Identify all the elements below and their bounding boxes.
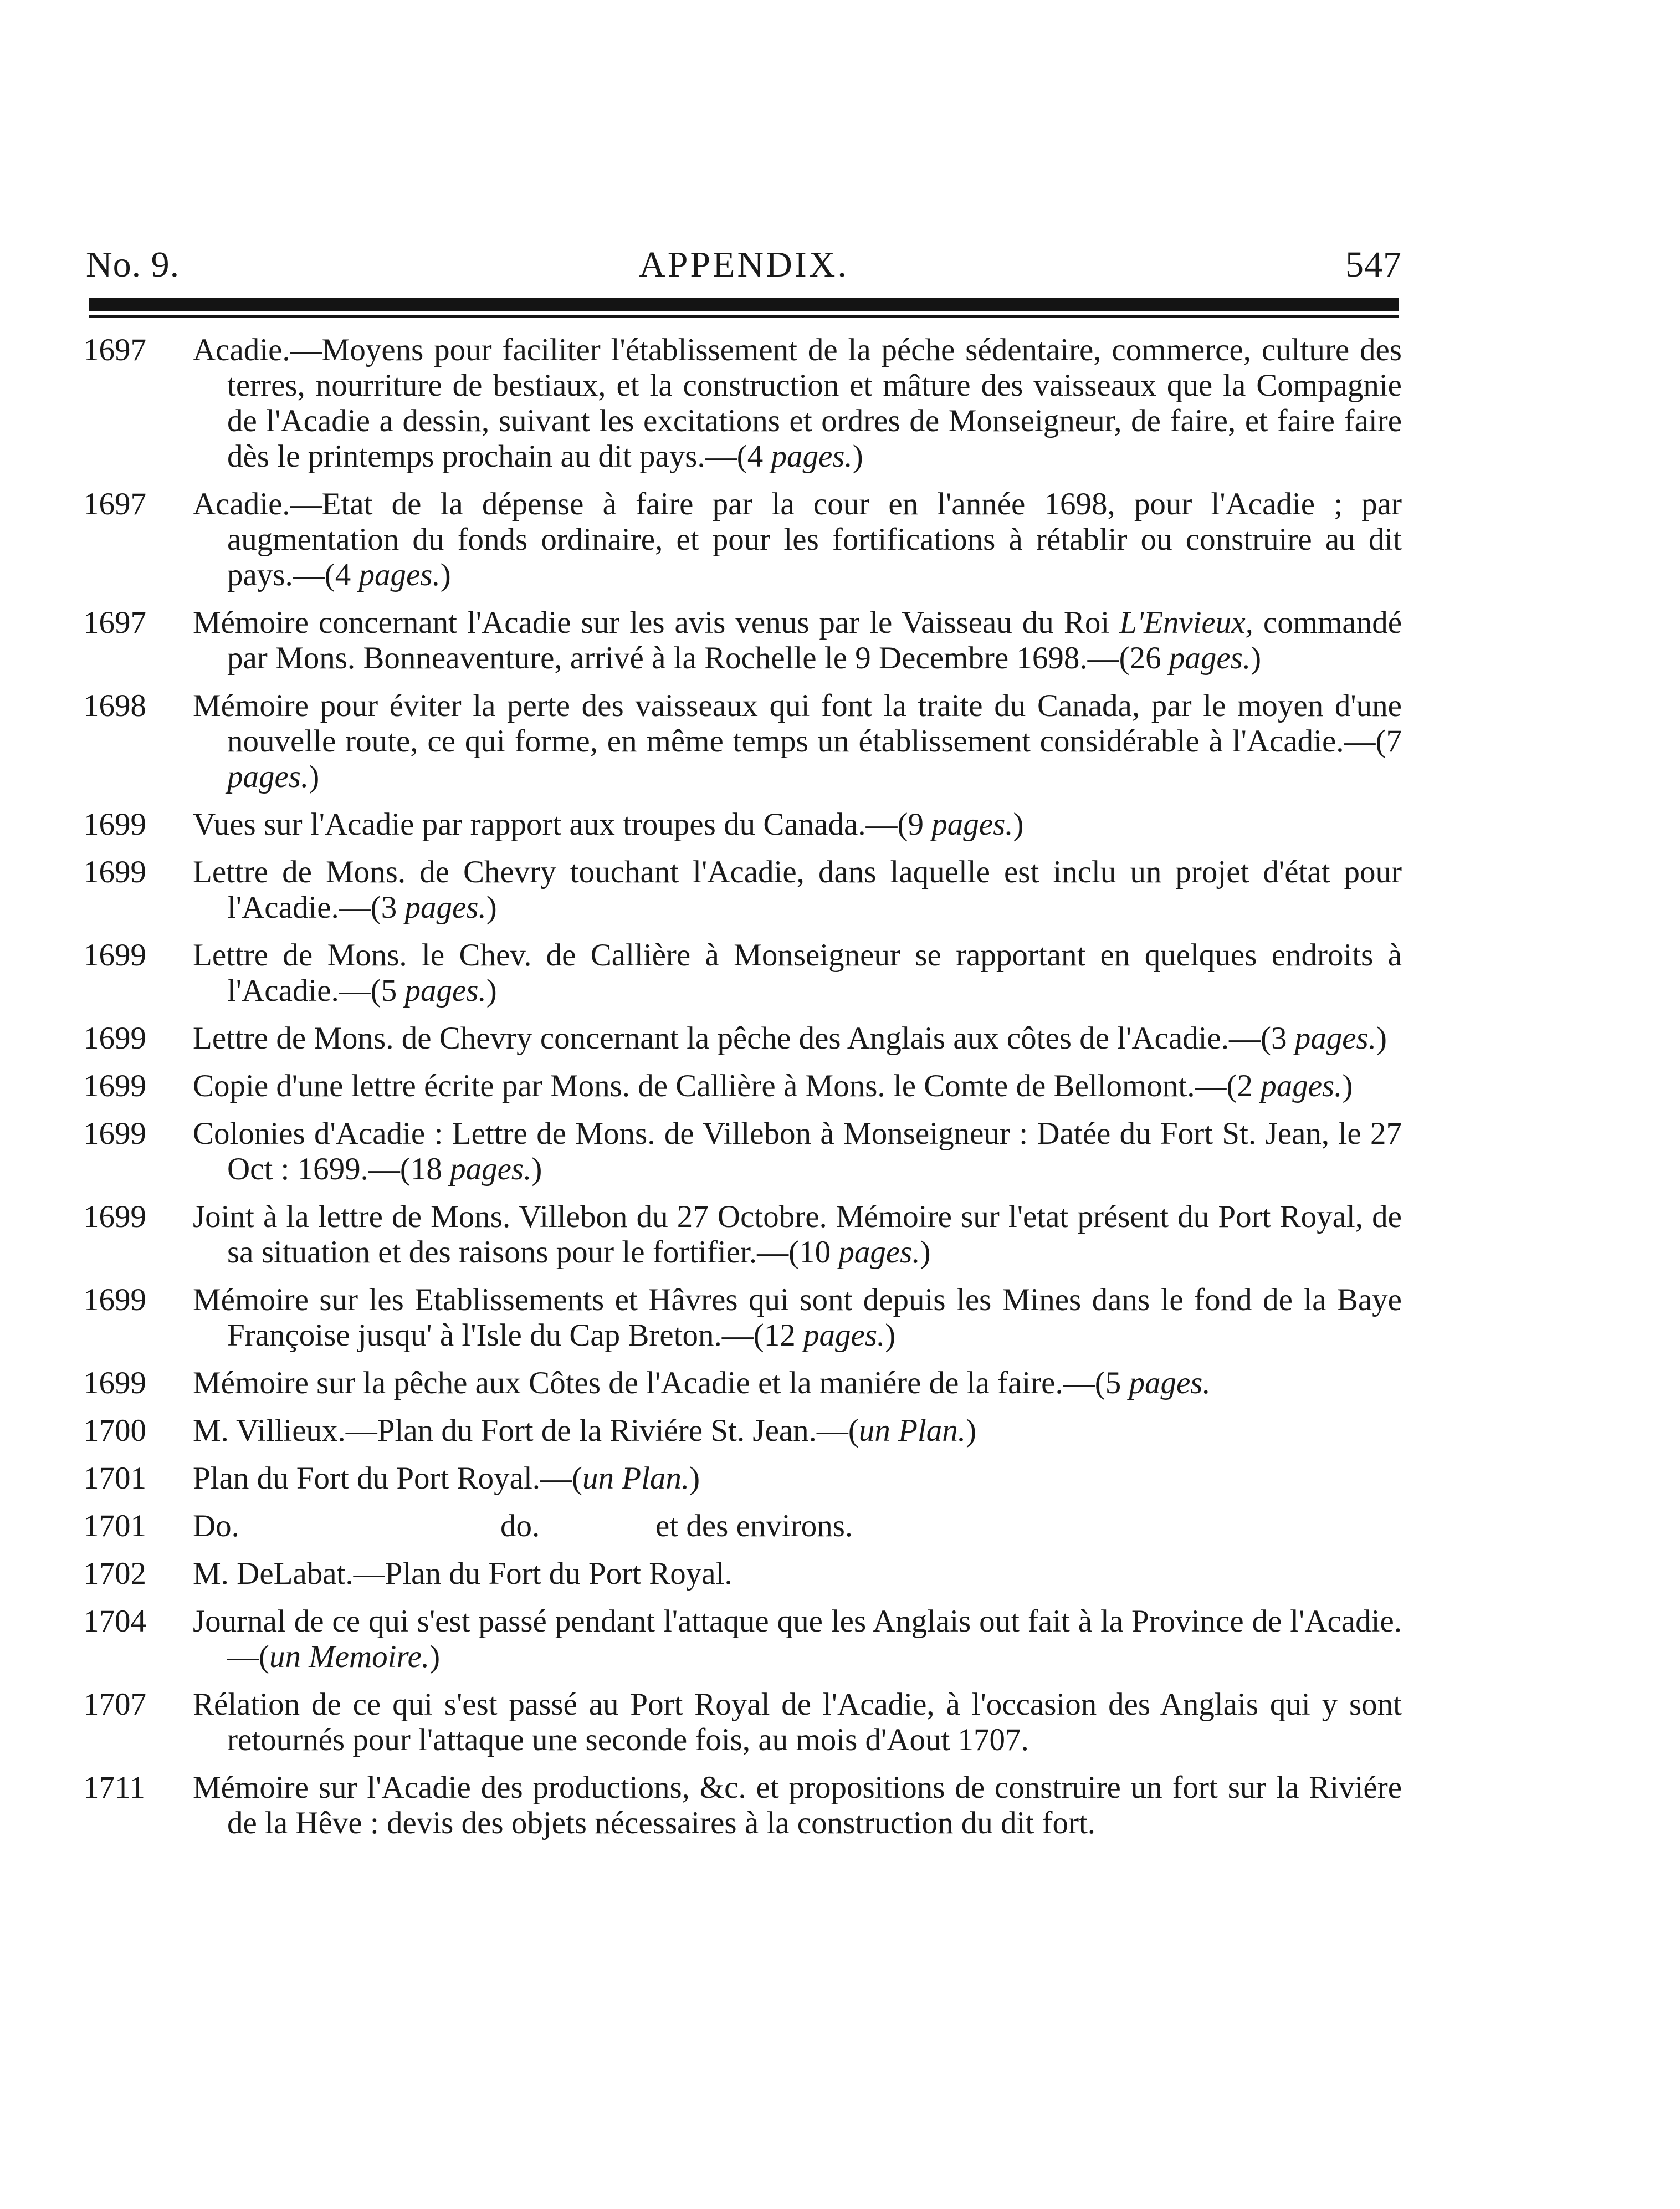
entry-year: 1699 <box>83 938 146 973</box>
entry-text: Mémoire pour éviter la perte des vaisseaux qui font la traite du Canada, par le moyen d'une nouvelle route, ce qui forme, en même temps un établissement considérable à l'Acadie.—(7 pages.) <box>193 688 1402 794</box>
entry-text: Lettre de Mons. de Chevry concernant la pêche des Anglais aux côtes de l'Acadie.—(3 pages.) <box>193 1021 1387 1056</box>
entry-text: Lettre de Mons. de Chevry touchant l'Acadie, dans laquelle est inclu un projet d'état pour l'Acadie.—(3 pages.) <box>193 855 1402 925</box>
entry-note: un Memoire. <box>269 1639 430 1674</box>
list-item <box>83 1413 1402 1449</box>
entry-year: 1699 <box>83 1366 146 1400</box>
list-item <box>83 1556 1402 1592</box>
entry-continuation: et des environs. <box>655 1509 853 1543</box>
entry-text: Rélation de ce qui s'est passé au Port Royal de l'Acadie, à l'occasion des Anglais qui y sont retournés pour l'attaque une seconde fois, au mois d'Aout 1707. <box>193 1687 1402 1757</box>
entry-note: pages. <box>771 439 853 474</box>
appendix-entry-list <box>83 333 1402 1853</box>
header-rule-thin <box>89 315 1399 318</box>
entry-text: Mémoire sur la pêche aux Côtes de l'Acadie et la maniére de la faire.—(5 pages. <box>193 1366 1211 1400</box>
entry-year: 1711 <box>83 1770 145 1805</box>
entry-text: Mémoire sur l'Acadie des productions, &c. et propositions de construire un fort sur la Riviére de la Hêve : devis des objets nécessaires à la construction du dit fort. <box>193 1770 1402 1840</box>
entry-note: pages. <box>1294 1021 1376 1056</box>
entry-note: un Plan. <box>858 1413 966 1448</box>
entry-year: 1698 <box>83 688 146 723</box>
entry-text: M. DeLabat.—Plan du Fort du Port Royal. <box>193 1556 733 1591</box>
entry-text: Mémoire sur les Etablissements et Hâvres qui sont depuis les Mines dans le fond de la Baye Françoise jusqu' à l'Isle du Cap Breton.—(12 pages.) <box>193 1282 1402 1353</box>
entry-year: 1699 <box>83 1199 146 1234</box>
entry-note: pages. <box>803 1318 885 1353</box>
entry-text: Vues sur l'Acadie par rapport aux troupes du Canada.—(9 pages.) <box>193 807 1024 842</box>
entry-text <box>193 1509 1402 1544</box>
entry-year: 1702 <box>83 1556 146 1591</box>
list-item <box>83 333 1402 474</box>
entry-text: Lettre de Mons. le Chev. de Callière à Monseigneur se rapportant en quelques endroits à l'Acadie.—(5 pages.) <box>193 938 1402 1008</box>
entry-text: Mémoire concernant l'Acadie sur les avis venus par le Vaisseau du Roi L'Envieux, commandé par Mons. Bonneaventure, arrivé à la Rochelle le 9 Decembre 1698.—(26 pages.) <box>193 605 1402 676</box>
entry-note: pages. <box>1169 641 1251 676</box>
entry-year: 1697 <box>83 605 146 640</box>
page-number: 547 <box>1345 244 1402 285</box>
list-item <box>83 1116 1402 1187</box>
ditto-mark: do. <box>500 1509 540 1543</box>
entry-note: pages. <box>838 1235 920 1270</box>
list-item <box>83 1770 1402 1841</box>
entry-text: M. Villieux.—Plan du Fort de la Riviére St. Jean.—(un Plan.) <box>193 1413 977 1448</box>
list-item <box>83 1199 1402 1270</box>
entry-year: 1699 <box>83 1021 146 1056</box>
list-item <box>83 688 1402 795</box>
entry-text: Copie d'une lettre écrite par Mons. de Callière à Mons. le Comte de Bellomont.—(2 pages.) <box>193 1068 1353 1103</box>
entry-year: 1699 <box>83 855 146 889</box>
entry-year: 1701 <box>83 1461 146 1496</box>
entry-note: pages. <box>404 890 486 925</box>
entry-text: Journal de ce qui s'est passé pendant l'attaque que les Anglais out fait à la Province de l'Acadie.—(un Memoire.) <box>193 1604 1402 1674</box>
list-item <box>83 1509 1402 1544</box>
list-item <box>83 487 1402 593</box>
entry-note: pages. <box>931 807 1013 842</box>
entry-note: pages. <box>450 1152 532 1187</box>
entry-year: 1699 <box>83 1068 146 1103</box>
entry-text: Joint à la lettre de Mons. Villebon du 27 Octobre. Mémoire sur l'etat présent du Port Royal, de sa situation et des raisons pour le fortifier.—(10 pages.) <box>193 1199 1402 1270</box>
entry-year: 1697 <box>83 333 146 367</box>
list-item <box>83 1687 1402 1758</box>
running-header <box>86 233 1402 294</box>
entry-note: pages. <box>358 558 441 592</box>
list-item <box>83 1366 1402 1401</box>
entry-note: pages. <box>227 759 309 794</box>
entry-year: 1700 <box>83 1413 146 1448</box>
entry-note: pages. <box>1129 1366 1211 1400</box>
entry-note: pages. <box>1261 1068 1343 1103</box>
entry-year: 1699 <box>83 807 146 842</box>
ship-name: L'Envieux, <box>1119 605 1253 640</box>
list-item <box>83 1282 1402 1353</box>
page-title: APPENDIX. <box>639 244 849 285</box>
entry-text: Plan du Fort du Port Royal.—(un Plan.) <box>193 1461 700 1496</box>
document-number: No. 9. <box>86 244 180 285</box>
entry-year: 1701 <box>83 1509 146 1543</box>
header-rule <box>89 298 1399 311</box>
ditto-mark: Do. <box>193 1509 239 1543</box>
entry-text: Colonies d'Acadie : Lettre de Mons. de Villebon à Monseigneur : Datée du Fort St. Jean, le 27 Oct : 1699.—(18 pages.) <box>193 1116 1402 1187</box>
entry-text: Acadie.—Etat de la dépense à faire par la cour en l'année 1698, pour l'Acadie ; par augmentation du fonds ordinaire, et pour les fortifications à rétablir ou construire au dit pays.—(4 pages.) <box>193 487 1402 592</box>
list-item <box>83 1461 1402 1496</box>
entry-year: 1704 <box>83 1604 146 1639</box>
list-item <box>83 807 1402 842</box>
entry-year: 1699 <box>83 1282 146 1317</box>
list-item <box>83 1604 1402 1675</box>
list-item <box>83 1068 1402 1104</box>
list-item <box>83 938 1402 1009</box>
entry-text: Acadie.—Moyens pour faciliter l'établissement de la péche sédentaire, commerce, culture des terres, nourriture de bestiaux, et la construction et mâture des vaisseaux que la Compagnie de l'Acadie a dessin, suivant les excitations et ordres de Monseigneur, de faire, et faire faire dès le printemps prochain au dit pays.—(4 pages.) <box>193 333 1402 474</box>
entry-note: un Plan. <box>582 1461 690 1496</box>
list-item <box>83 605 1402 676</box>
entry-year: 1699 <box>83 1116 146 1151</box>
entry-year: 1707 <box>83 1687 146 1722</box>
list-item <box>83 855 1402 925</box>
entry-note: pages. <box>404 973 486 1008</box>
entry-year: 1697 <box>83 487 146 521</box>
list-item <box>83 1021 1402 1056</box>
